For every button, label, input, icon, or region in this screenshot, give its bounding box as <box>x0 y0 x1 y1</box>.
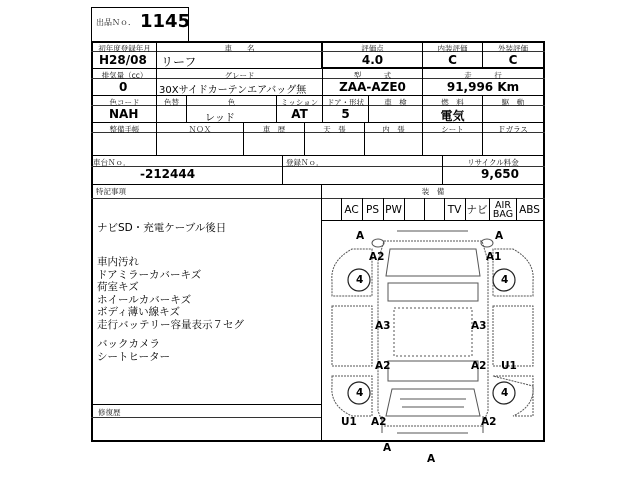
mission: AT <box>291 107 308 121</box>
fuel: 電気 <box>440 109 465 123</box>
damage-mark: U1 <box>341 416 357 428</box>
mission-label: ミッション <box>280 98 319 107</box>
damage-mark: A2 <box>471 360 487 372</box>
damage-mark: A2 <box>369 251 385 263</box>
drive-label: 駆 動 <box>501 98 525 107</box>
note-line: 車内汚れ <box>97 256 139 268</box>
damage-mark: U1 <box>501 360 517 372</box>
chassis-label: 車台Ｎｏ． <box>93 158 131 167</box>
color: レッド <box>205 113 235 124</box>
note-line: バックカメラ <box>97 338 160 350</box>
damage-mark: 4 <box>356 274 364 286</box>
damage-mark: A <box>495 230 504 242</box>
equip-ps: PS <box>366 204 379 216</box>
recycle-label: リサイクル料金 <box>467 158 519 167</box>
fuel-label: 燃 料 <box>441 98 464 107</box>
damage-mark: 4 <box>501 387 509 399</box>
color-label: 色 <box>227 98 236 107</box>
lot-label: 出品Ｎｏ． <box>96 18 136 27</box>
displacement: 0 <box>119 80 128 94</box>
equip-pw: PW <box>385 204 402 216</box>
damage-mark: A1 <box>486 251 502 263</box>
history-label: 車 歴 <box>262 125 286 134</box>
equip-navi: ナビ <box>466 204 488 216</box>
note-line <box>97 235 244 248</box>
damage-mark: A2 <box>375 360 391 372</box>
note-line: ボディ薄い線キズ <box>97 306 180 318</box>
year-label: 初年度登録年月 <box>98 44 151 53</box>
notes-list <box>97 222 244 363</box>
equipment-header: 装 備 <box>421 187 445 196</box>
damage-mark: A <box>356 230 365 242</box>
damage-mark: 4 <box>501 274 509 286</box>
note-line: ドアミラーカバーキズ <box>97 268 202 281</box>
registration-label: 登録Ｎｏ． <box>286 158 324 167</box>
exterior-score-label: 外装評価 <box>498 44 528 53</box>
manual-label: 整備手帳 <box>109 125 140 134</box>
repair-history-label: 修復歴 <box>98 408 121 417</box>
score-value: 4.0 <box>361 53 384 67</box>
damage-mark: A2 <box>481 416 497 428</box>
model-label: 車 名 <box>224 44 255 53</box>
equip-abs: ABS <box>519 204 540 216</box>
seat-label: シート <box>441 125 464 134</box>
grade-label: グレード <box>224 71 255 80</box>
color-code: NAH <box>109 107 139 121</box>
inspection-label: 車 検 <box>384 98 407 107</box>
note-line: ナビSD・充電ケーブル後日 <box>97 222 227 234</box>
sunroof-label: 天 張 <box>323 125 346 134</box>
nox-label: ＮＯＸ <box>188 125 212 134</box>
damage-mark: A3 <box>471 320 487 332</box>
note-line: ホイールカバーキズ <box>97 293 192 306</box>
grade: 30Xサイドカーテンエアバッグ無 <box>159 85 307 96</box>
notes-header: 特記事項 <box>96 187 126 196</box>
note-line <box>97 247 244 256</box>
recycle-fee: 9,650 <box>481 167 519 181</box>
note-line: シートヒーター <box>97 350 171 363</box>
damage-mark: A <box>383 442 392 454</box>
exterior-grade: C <box>508 53 518 67</box>
mileage-label: 走 行 <box>464 71 502 80</box>
doors-label: ドア・形状 <box>326 98 365 107</box>
interior-trim-label: 内 張 <box>382 125 405 134</box>
damage-mark: A2 <box>371 416 387 428</box>
note-line: 走行バッテリー容量表示７セグ <box>97 318 244 331</box>
equip-blank-1 <box>404 201 424 219</box>
equip-tv: TV <box>447 204 462 216</box>
mileage: 91,996 Km <box>446 80 520 94</box>
first-registration: H28/08 <box>99 53 147 67</box>
car-model: リーフ <box>161 55 197 69</box>
damage-mark: 4 <box>356 387 364 399</box>
doors: 5 <box>341 107 350 121</box>
color-change-label: 色替 <box>164 98 179 107</box>
note-line <box>97 331 244 338</box>
damage-mark: A <box>427 453 436 465</box>
interior-score-label: 内装評価 <box>437 44 468 53</box>
glass-label: Ｆガラス <box>498 125 528 134</box>
interior-grade: C <box>448 53 457 67</box>
damage-mark: A3 <box>375 320 391 332</box>
car-damage-diagram <box>322 221 543 440</box>
displacement-label: 排気量（cc） <box>101 71 148 80</box>
model-type: ZAA-AZE0 <box>339 80 406 94</box>
color-code-label: 色コード <box>109 98 140 107</box>
type-label: 型 式 <box>353 71 392 80</box>
note-line: 荷室キズ <box>97 281 139 293</box>
equip-airbag: AIR BAG <box>492 200 514 220</box>
chassis-number: -212444 <box>140 167 196 181</box>
score-label: 評価点 <box>361 44 384 53</box>
equip-blank-2 <box>424 201 444 219</box>
lot-number: 1145 <box>140 11 191 32</box>
equip-ac: AC <box>344 204 359 216</box>
